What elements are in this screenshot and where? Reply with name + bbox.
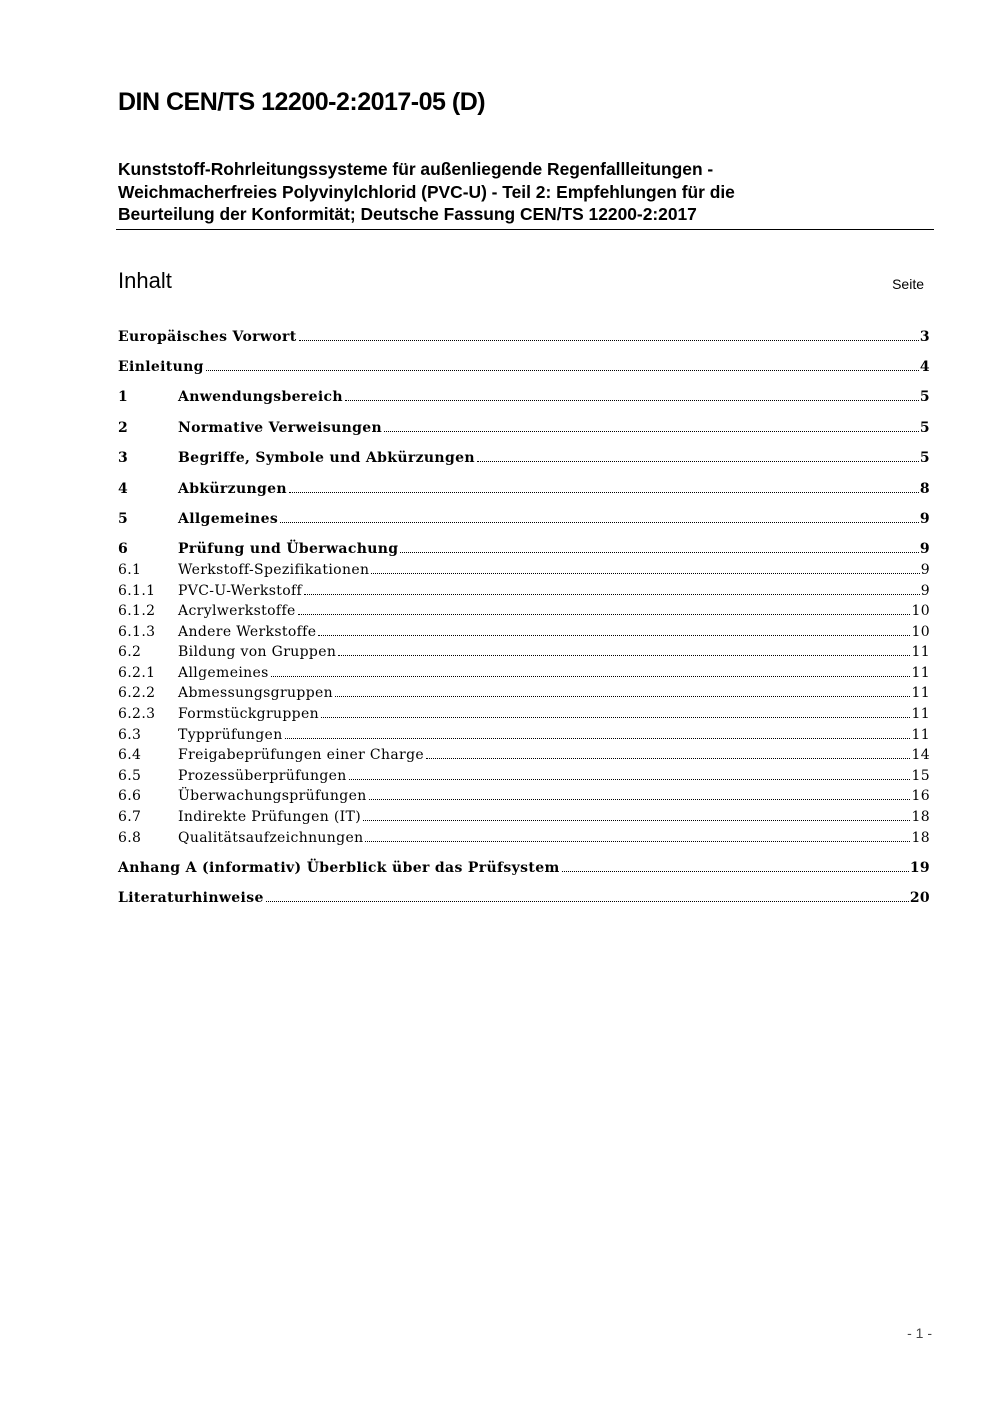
toc-dot-leader <box>371 573 919 574</box>
toc-entry-number: 6.1.2 <box>118 603 156 620</box>
toc-dot-leader <box>271 676 911 677</box>
toc-dot-leader <box>299 340 919 341</box>
toc-entry-title: Überwachungsprüfungen <box>178 788 367 805</box>
toc-entry-page: 18 <box>911 829 930 846</box>
toc-entry[interactable] <box>118 763 930 784</box>
toc-entry-title: Allgemeines <box>178 664 269 681</box>
toc-entry[interactable] <box>118 446 930 467</box>
toc-dot-leader <box>363 820 910 821</box>
toc-entry-number: 4 <box>118 480 129 497</box>
toc-entry-title: Qualitätsaufzeichnungen <box>178 829 364 846</box>
toc-entry-page: 11 <box>911 644 930 661</box>
toc-entry[interactable] <box>118 886 930 907</box>
toc-entry-page: 9 <box>919 541 930 558</box>
toc-entry-page: 11 <box>911 706 930 723</box>
toc-entry[interactable] <box>118 599 930 620</box>
toc-entry-number: 6.2.3 <box>118 706 156 723</box>
toc-dot-leader <box>384 431 919 432</box>
toc-entry-number: 6.2 <box>118 644 142 661</box>
toc-entry[interactable] <box>118 681 930 702</box>
toc-entry-page: 5 <box>919 450 930 467</box>
toc-entry-page: 8 <box>919 480 930 497</box>
toc-dot-leader <box>289 492 919 493</box>
toc-entry-page: 19 <box>909 860 930 877</box>
toc-entry-page: 10 <box>911 603 930 620</box>
toc-dot-leader <box>266 901 909 902</box>
toc-dot-leader <box>318 635 910 636</box>
toc-entry-page: 15 <box>911 767 930 784</box>
toc-entry[interactable] <box>118 506 930 527</box>
toc-dot-leader <box>285 738 911 739</box>
toc-entry-number: 6.8 <box>118 829 142 846</box>
toc-entry-title: Prozessüberprüfungen <box>178 767 347 784</box>
toc-entry-title: Normative Verweisungen <box>178 419 383 436</box>
toc-entry-title: Prüfung und Überwachung <box>178 541 399 558</box>
toc-entry-number: 6.3 <box>118 726 142 743</box>
toc-entry-page: 16 <box>911 788 930 805</box>
toc-entry-number: 6.2.2 <box>118 685 156 702</box>
toc-entry-number: 6.2.1 <box>118 664 156 681</box>
toc-entry-title: Einleitung <box>118 358 204 375</box>
toc-entry-number: 2 <box>118 419 129 436</box>
toc-dot-leader <box>477 461 919 462</box>
toc-entry-page: 5 <box>919 389 930 406</box>
toc-entry-page: 18 <box>911 809 930 826</box>
toc-entry[interactable] <box>118 825 930 846</box>
toc-entry-number: 5 <box>118 510 129 527</box>
toc-entry-page: 11 <box>911 685 930 702</box>
toc-entry-title: Anhang A (informativ) Überblick über das Prüfsystem <box>118 860 560 877</box>
toc-entry-title: Abkürzungen <box>178 480 287 497</box>
toc-entry[interactable] <box>118 557 930 578</box>
toc-entry-title: Indirekte Prüfungen (IT) <box>178 809 362 826</box>
toc-entry-title: Abmessungsgruppen <box>178 685 334 702</box>
subtitle-line: Kunststoff-Rohrleitungssysteme für außenliegende Regenfallleitungen - <box>118 159 714 179</box>
toc-entry-number: 6.7 <box>118 809 142 826</box>
toc-entry[interactable] <box>118 701 930 722</box>
toc-heading: Inhalt <box>118 268 172 293</box>
toc-entry-page: 11 <box>911 664 930 681</box>
toc-dot-leader <box>280 522 919 523</box>
toc-dot-leader <box>349 779 911 780</box>
toc-entry-title: Typprüfungen <box>178 726 283 743</box>
document-title: DIN CEN/TS 12200-2:2017-05 (D) <box>118 88 486 116</box>
toc-entry-title: Europäisches Vorwort <box>118 328 297 345</box>
toc-entry-number: 6.4 <box>118 747 142 764</box>
toc-entry-title: Bildung von Gruppen <box>178 644 337 661</box>
toc-entry-number: 6 <box>118 541 129 558</box>
toc-entry[interactable] <box>118 578 930 599</box>
toc-entry-title: Begriffe, Symbole und Abkürzungen <box>178 450 475 467</box>
table-of-contents <box>118 324 930 906</box>
toc-entry[interactable] <box>118 415 930 436</box>
toc-dot-leader <box>562 871 909 872</box>
title-divider <box>116 229 934 230</box>
toc-dot-leader <box>400 552 918 553</box>
toc-entry-number: 6.1.3 <box>118 623 156 640</box>
toc-dot-leader <box>206 370 919 371</box>
toc-entry[interactable] <box>118 804 930 825</box>
toc-entry-title: Freigabeprüfungen einer Charge <box>178 747 425 764</box>
toc-dot-leader <box>335 696 910 697</box>
toc-entry[interactable] <box>118 660 930 681</box>
toc-entry-title: Formstückgruppen <box>178 706 319 723</box>
subtitle-line: Weichmacherfreies Polyvinylchlorid (PVC-U) - Teil 2: Empfehlungen für die <box>118 181 735 202</box>
toc-entry-title: Andere Werkstoffe <box>178 623 317 640</box>
toc-entry[interactable] <box>118 855 930 876</box>
toc-entry[interactable] <box>118 619 930 640</box>
toc-entry-page: 3 <box>919 328 930 345</box>
toc-entry-title: Literaturhinweise <box>118 890 264 907</box>
toc-entry-number: 6.1 <box>118 561 142 578</box>
toc-entry[interactable] <box>118 324 930 345</box>
toc-entry-page: 20 <box>909 890 930 907</box>
toc-entry-page: 9 <box>920 561 930 578</box>
toc-entry-number: 6.6 <box>118 788 142 805</box>
toc-entry[interactable] <box>118 722 930 743</box>
toc-entry-page: 9 <box>919 510 930 527</box>
toc-entry[interactable] <box>118 354 930 375</box>
toc-entry[interactable] <box>118 743 930 764</box>
toc-entry-title: Werkstoff-Spezifikationen <box>178 561 370 578</box>
toc-entry-page: 11 <box>911 726 930 743</box>
toc-entry[interactable] <box>118 385 930 406</box>
toc-entry-number: 3 <box>118 450 129 467</box>
toc-entry-title: Allgemeines <box>178 510 279 527</box>
toc-page-column-label: Seite <box>892 276 924 292</box>
document-subtitle <box>118 158 878 226</box>
subtitle-line: Beurteilung der Konformität; Deutsche Fassung CEN/TS 12200-2:2017 <box>118 204 697 224</box>
toc-dot-leader <box>338 655 910 656</box>
toc-entry[interactable] <box>118 640 930 661</box>
toc-entry-page: 4 <box>919 358 930 375</box>
toc-entry-title: Acrylwerkstoffe <box>178 603 296 620</box>
toc-dot-leader <box>369 799 911 800</box>
toc-entry[interactable] <box>118 784 930 805</box>
toc-entry-page: 14 <box>911 747 930 764</box>
toc-entry-page: 10 <box>911 623 930 640</box>
toc-dot-leader <box>304 594 920 595</box>
toc-entry-number: 6.1.1 <box>118 582 156 599</box>
toc-entry-title: Anwendungsbereich <box>178 389 343 406</box>
toc-entry-number: 6.5 <box>118 767 142 784</box>
toc-entry[interactable] <box>118 537 930 558</box>
toc-entry-number: 1 <box>118 389 129 406</box>
toc-entry-page: 9 <box>920 582 930 599</box>
toc-dot-leader <box>365 841 910 842</box>
toc-entry-title: PVC-U-Werkstoff <box>178 582 303 599</box>
toc-dot-leader <box>321 717 910 718</box>
toc-dot-leader <box>345 400 919 401</box>
toc-entry[interactable] <box>118 476 930 497</box>
toc-dot-leader <box>298 614 911 615</box>
page-number: - 1 - <box>907 1325 932 1341</box>
toc-entry-page: 5 <box>919 419 930 436</box>
toc-dot-leader <box>426 758 910 759</box>
